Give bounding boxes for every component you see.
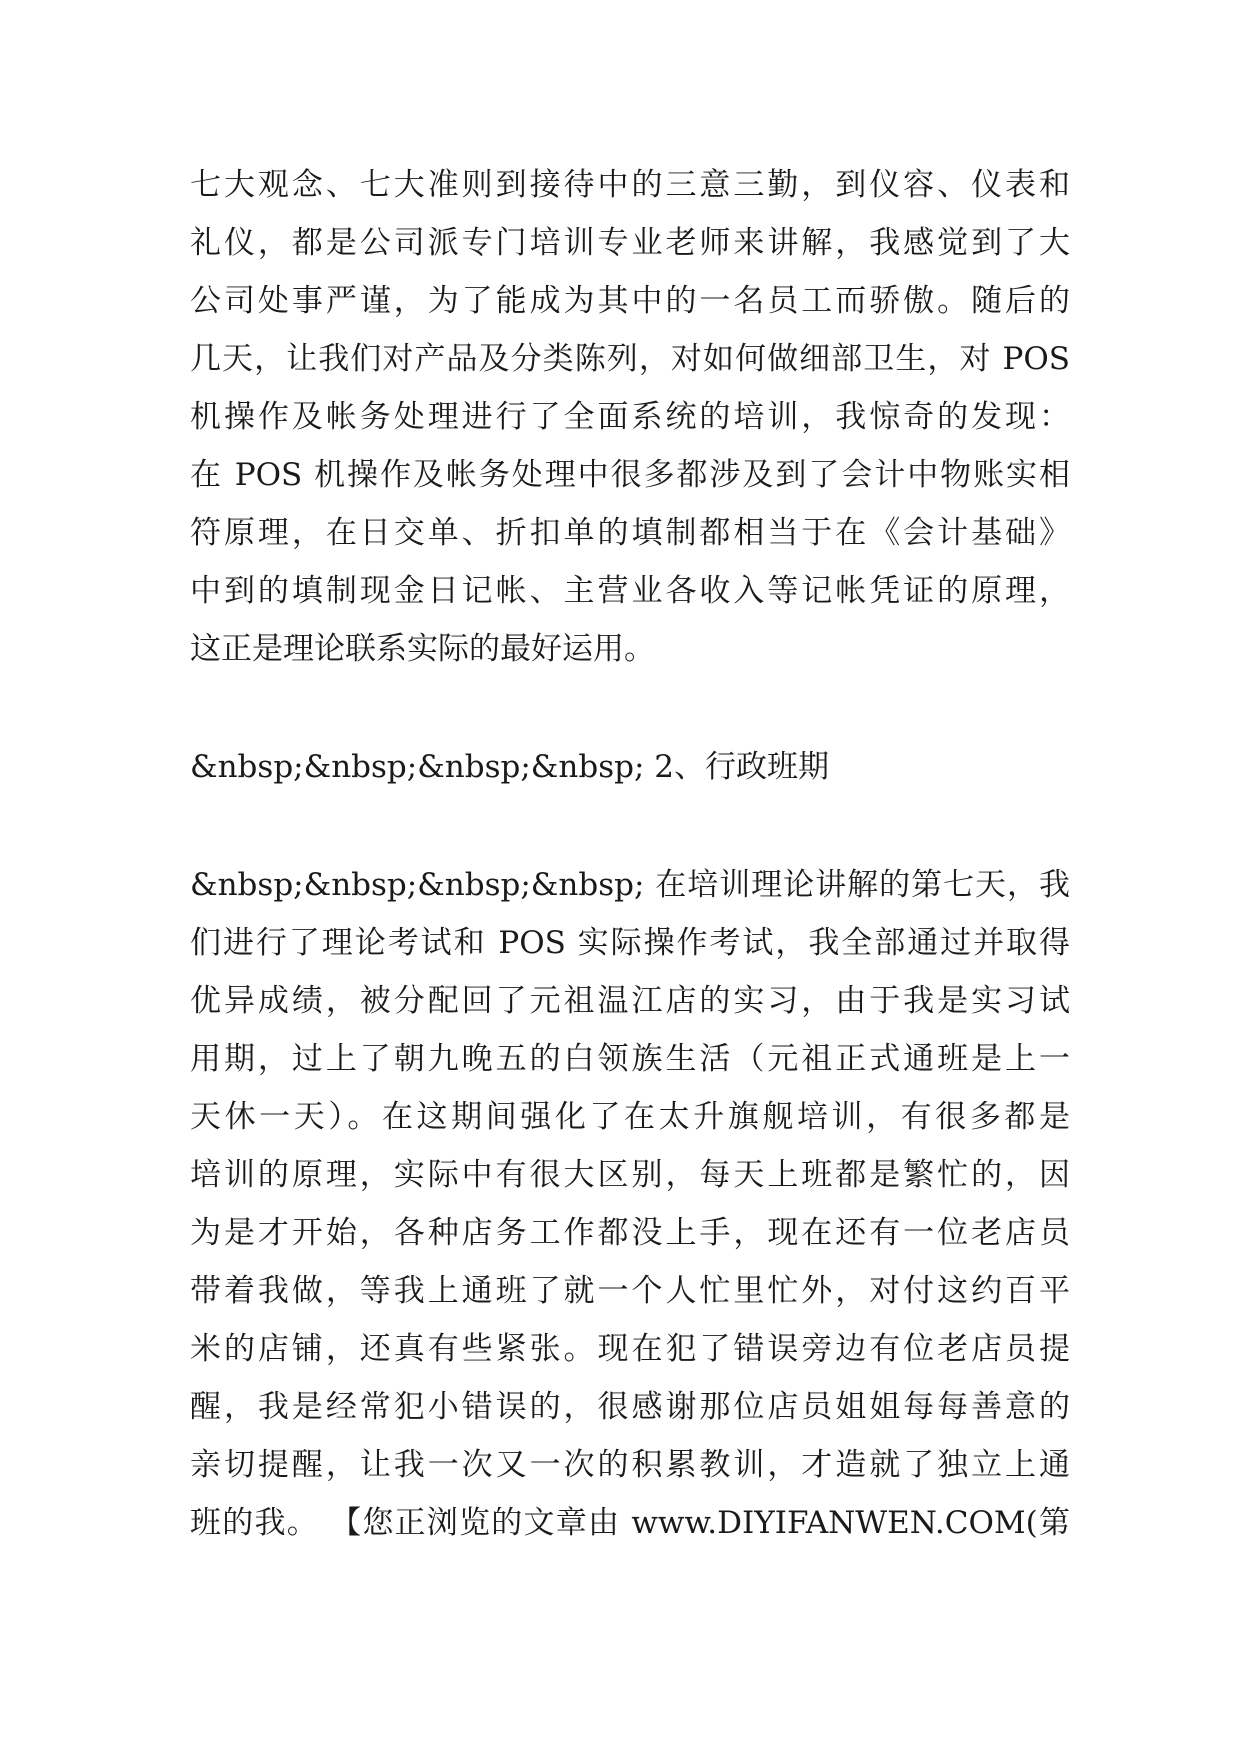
paragraph-1-line: 公司处事严谨，为了能成为其中的一名员工而骄傲。随后的 xyxy=(190,283,1070,319)
paragraph-2-line: &nbsp;&nbsp;&nbsp;&nbsp; 在培训理论讲解的第七天，我 xyxy=(190,867,1070,903)
paragraph-2-line: 带着我做，等我上通班了就一个人忙里忙外，对付这约百平 xyxy=(190,1273,1070,1309)
paragraph-1-line: 几天，让我们对产品及分类陈列，对如何做细部卫生，对 POS xyxy=(190,341,1070,377)
section-heading: &nbsp;&nbsp;&nbsp;&nbsp; 2、行政班期 xyxy=(190,749,829,785)
paragraph-2-line: 优异成绩，被分配回了元祖温江店的实习，由于我是实习试 xyxy=(190,983,1070,1019)
paragraph-1-line: 在 POS 机操作及帐务处理中很多都涉及到了会计中物账实相 xyxy=(190,457,1070,493)
paragraph-2-line: 们进行了理论考试和 POS 实际操作考试，我全部通过并取得 xyxy=(190,925,1070,961)
paragraph-1-line: 中到的填制现金日记帐、主营业各收入等记帐凭证的原理， xyxy=(190,573,1070,609)
paragraph-2-line: 亲切提醒，让我一次又一次的积累教训，才造就了独立上通 xyxy=(190,1447,1070,1483)
paragraph-2-line: 为是才开始，各种店务工作都没上手，现在还有一位老店员 xyxy=(190,1215,1070,1251)
paragraph-2-line: 天休一天）。在这期间强化了在太升旗舰培训，有很多都是 xyxy=(190,1099,1070,1135)
paragraph-2-line: 班的我。 【您正浏览的文章由 www.DIYIFANWEN.COM(第 xyxy=(190,1505,1070,1541)
paragraph-1-line: 七大观念、七大准则到接待中的三意三勤，到仪容、仪表和 xyxy=(190,167,1070,203)
paragraph-2-line: 米的店铺，还真有些紧张。现在犯了错误旁边有位老店员提 xyxy=(190,1331,1070,1367)
paragraph-1-line: 这正是理论联系实际的最好运用。 xyxy=(190,631,655,667)
paragraph-2-line: 醒，我是经常犯小错误的，很感谢那位店员姐姐每每善意的 xyxy=(190,1389,1070,1425)
paragraph-2-line: 用期，过上了朝九晚五的白领族生活（元祖正式通班是上一 xyxy=(190,1041,1070,1077)
paragraph-1-line: 礼仪，都是公司派专门培训专业老师来讲解，我感觉到了大 xyxy=(190,225,1070,261)
paragraph-2-line: 培训的原理，实际中有很大区别，每天上班都是繁忙的，因 xyxy=(190,1157,1070,1193)
paragraph-1-line: 机操作及帐务处理进行了全面系统的培训，我惊奇的发现： xyxy=(190,399,1070,435)
paragraph-1-line: 符原理，在日交单、折扣单的填制都相当于在《会计基础》 xyxy=(190,515,1070,551)
